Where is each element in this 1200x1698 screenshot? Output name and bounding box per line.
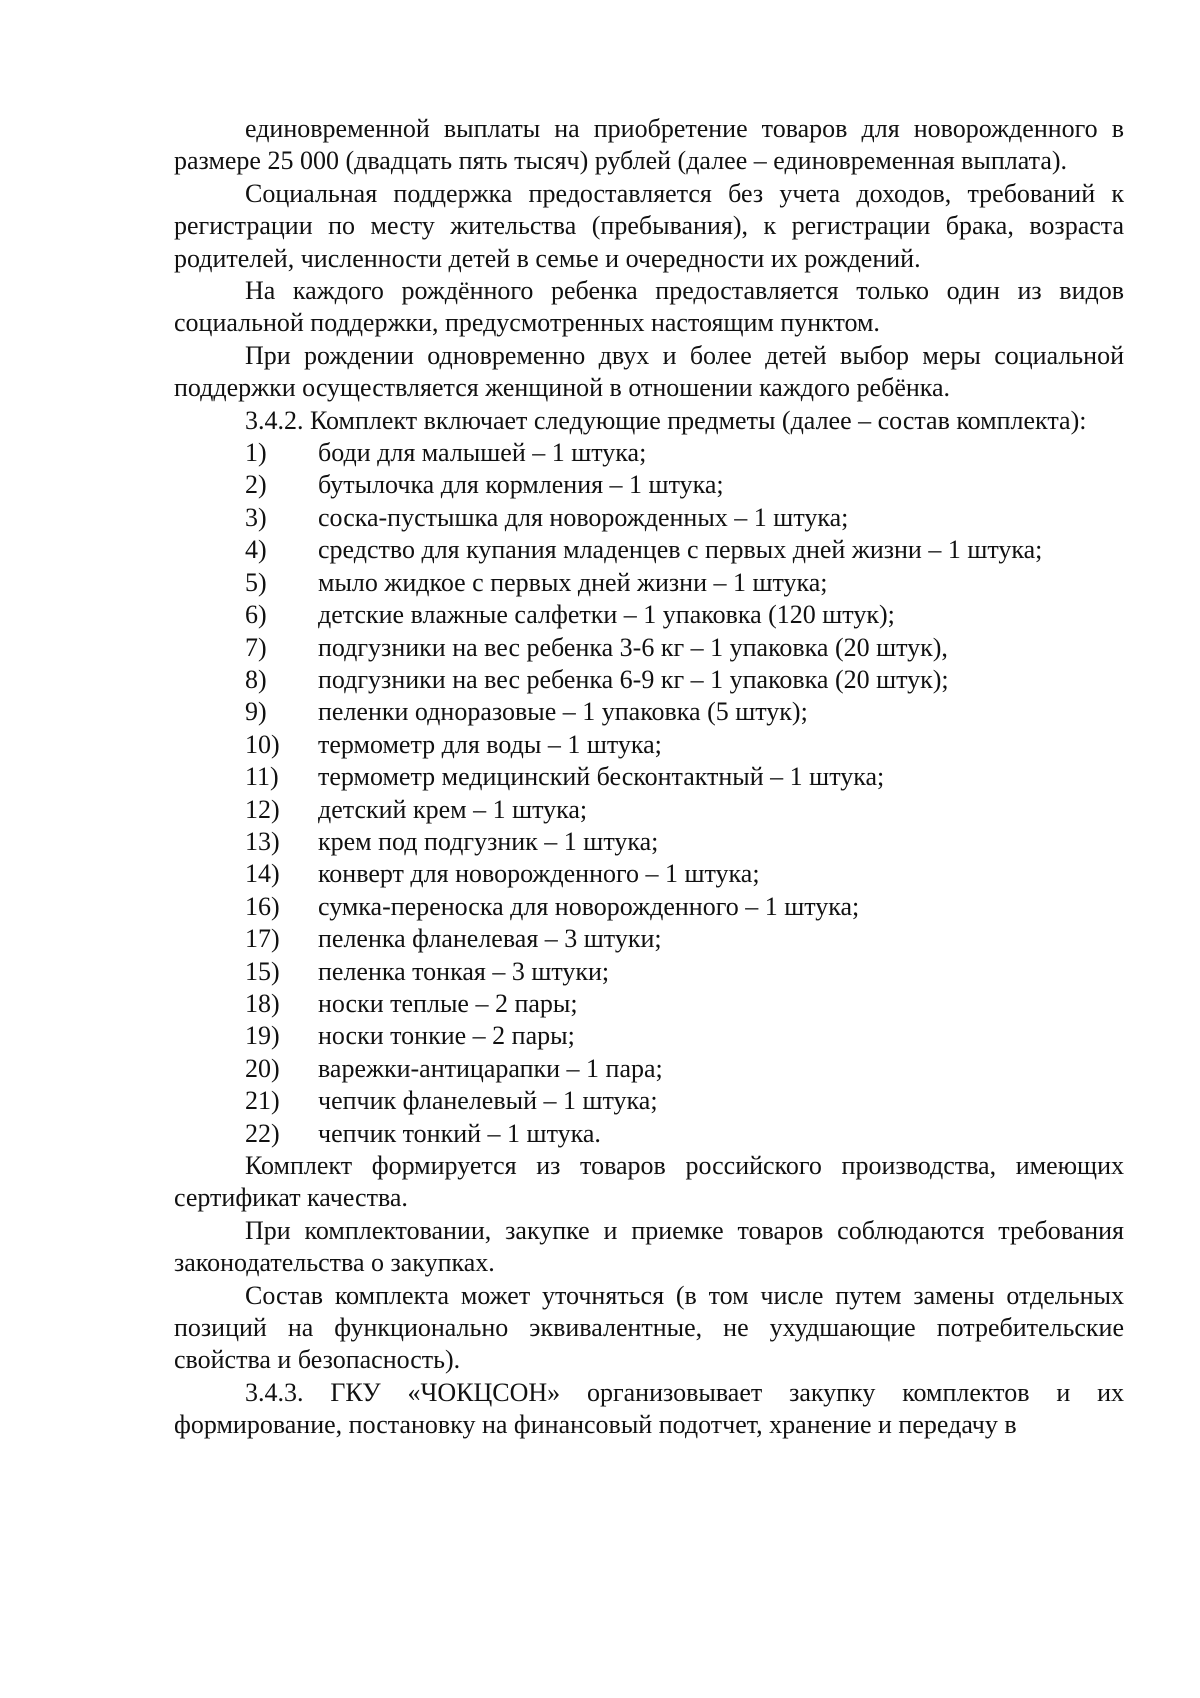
list-item-number: 3)	[245, 502, 267, 532]
list-item-number: 14)	[245, 859, 280, 889]
list-item-number: 16)	[245, 891, 280, 921]
document-page	[174, 113, 1124, 1442]
list-item-text: пеленки одноразовые – 1 упаковка (5 штук);	[318, 697, 808, 727]
list-item-number: 11)	[245, 762, 279, 792]
list-item-number: 18)	[245, 988, 280, 1018]
list-item	[174, 891, 1124, 923]
list-item-number: 6)	[245, 600, 267, 630]
list-item-text: мыло жидкое с первых дней жизни – 1 штука;	[318, 567, 828, 597]
list-item	[174, 599, 1124, 631]
list-item-number: 15)	[245, 956, 280, 986]
paragraph-procurement-law: При комплектовании, закупке и приемке товаров соблюдаются требования законодательства о закупках.	[174, 1215, 1124, 1278]
list-item-text: носки теплые – 2 пары;	[318, 988, 578, 1018]
paragraph-lump-sum-payment: единовременной выплаты на приобретение товаров для новорожденного в размере 25 000 (двадцать пять тысяч) рублей (далее – единовременная выплата).	[174, 114, 1124, 176]
list-item-text: термометр для воды – 1 штука;	[318, 729, 662, 759]
list-item-text: термометр медицинский бесконтактный – 1 штука;	[318, 762, 885, 792]
list-item-number: 1)	[245, 438, 267, 468]
list-item-text: подгузники на вес ребенка 6-9 кг – 1 упаковка (20 штук);	[318, 664, 949, 694]
list-item-text: детские влажные салфетки – 1 упаковка (120 штук);	[318, 600, 895, 630]
list-item-text: подгузники на вес ребенка 3-6 кг – 1 упаковка (20 штук),	[318, 632, 948, 662]
list-item-number: 22)	[245, 1118, 280, 1148]
list-item-text: варежки-антицарапки – 1 пара;	[318, 1053, 663, 1083]
list-item-text: боди для малышей – 1 штука;	[318, 438, 647, 468]
list-item-number: 2)	[245, 470, 267, 500]
kit-items-list	[174, 437, 1124, 1150]
list-item-number: 9)	[245, 697, 267, 727]
list-item-number: 7)	[245, 632, 267, 662]
clause-3-4-2-heading: 3.4.2. Комплект включает следующие предметы (далее – состав комплекта):	[245, 405, 1087, 435]
list-item-text: чепчик фланелевый – 1 штука;	[318, 1086, 658, 1116]
list-item	[174, 502, 1124, 534]
list-item-text: бутылочка для кормления – 1 штука;	[318, 470, 724, 500]
list-item-text: соска-пустышка для новорожденных – 1 штука;	[318, 502, 849, 532]
list-item	[174, 956, 1124, 988]
list-item-text: сумка-переноска для новорожденного – 1 штука;	[318, 891, 860, 921]
list-item	[174, 567, 1124, 599]
list-item	[174, 1085, 1124, 1117]
list-item	[174, 858, 1124, 890]
list-item	[174, 632, 1124, 664]
list-item	[174, 534, 1124, 566]
list-item	[174, 826, 1124, 858]
list-item-number: 10)	[245, 729, 280, 759]
list-item	[174, 1053, 1124, 1085]
list-item-text: крем под подгузник – 1 штука;	[318, 826, 659, 856]
list-item	[174, 1020, 1124, 1052]
list-item	[174, 729, 1124, 761]
list-item-number: 17)	[245, 924, 280, 954]
list-item	[174, 794, 1124, 826]
list-item	[174, 664, 1124, 696]
list-item-number: 13)	[245, 826, 280, 856]
paragraph-kit-composition-changes: Состав комплекта может уточняться (в том числе путем замены отдельных позиций на функционально эквивалентные, не ухудшающие потребительские свойства и безопасность).	[174, 1280, 1124, 1375]
paragraph-one-support-type: На каждого рождённого ребенка предоставляется только один из видов социальной поддержки, предусмотренных настоящим пунктом.	[174, 276, 1124, 338]
list-item-text: детский крем – 1 штука;	[318, 794, 588, 824]
list-item-number: 12)	[245, 794, 280, 824]
list-item-number: 4)	[245, 535, 267, 565]
list-item-number: 20)	[245, 1053, 280, 1083]
paragraph-no-income-requirements: Социальная поддержка предоставляется без учета доходов, требований к регистрации по месту жительства (пребывания), к регистрации брака, возраста родителей, численности детей в семье и очередности их рождений.	[174, 178, 1124, 273]
clause-3-4-3: 3.4.3. ГКУ «ЧОКЦСОН» организовывает закупку комплектов и их формирование, постановку на финансовый подотчет, хранение и передачу в	[174, 1377, 1124, 1440]
list-item-text: пеленка тонкая – 3 штуки;	[318, 956, 610, 986]
list-item-text: конверт для новорожденного – 1 штука;	[318, 859, 760, 889]
list-item	[174, 696, 1124, 728]
list-item	[174, 469, 1124, 501]
list-item-number: 8)	[245, 664, 267, 694]
list-item-number: 21)	[245, 1086, 280, 1116]
list-item-number: 19)	[245, 1021, 280, 1051]
list-item	[174, 761, 1124, 793]
list-item-text: носки тонкие – 2 пары;	[318, 1021, 575, 1051]
paragraph-multiple-births: При рождении одновременно двух и более детей выбор меры социальной поддержки осуществляется женщиной в отношении каждого ребёнка.	[174, 340, 1124, 403]
paragraph-russian-production: Комплект формируется из товаров российского производства, имеющих сертификат качества.	[174, 1151, 1124, 1213]
list-item	[174, 1118, 1124, 1150]
list-item-number: 5)	[245, 567, 267, 597]
list-item-text: чепчик тонкий – 1 штука.	[318, 1118, 601, 1148]
list-item	[174, 437, 1124, 469]
list-item	[174, 923, 1124, 955]
list-item-text: средство для купания младенцев с первых дней жизни – 1 штука;	[318, 535, 1043, 565]
list-item	[174, 988, 1124, 1020]
list-item-text: пеленка фланелевая – 3 штуки;	[318, 924, 662, 954]
